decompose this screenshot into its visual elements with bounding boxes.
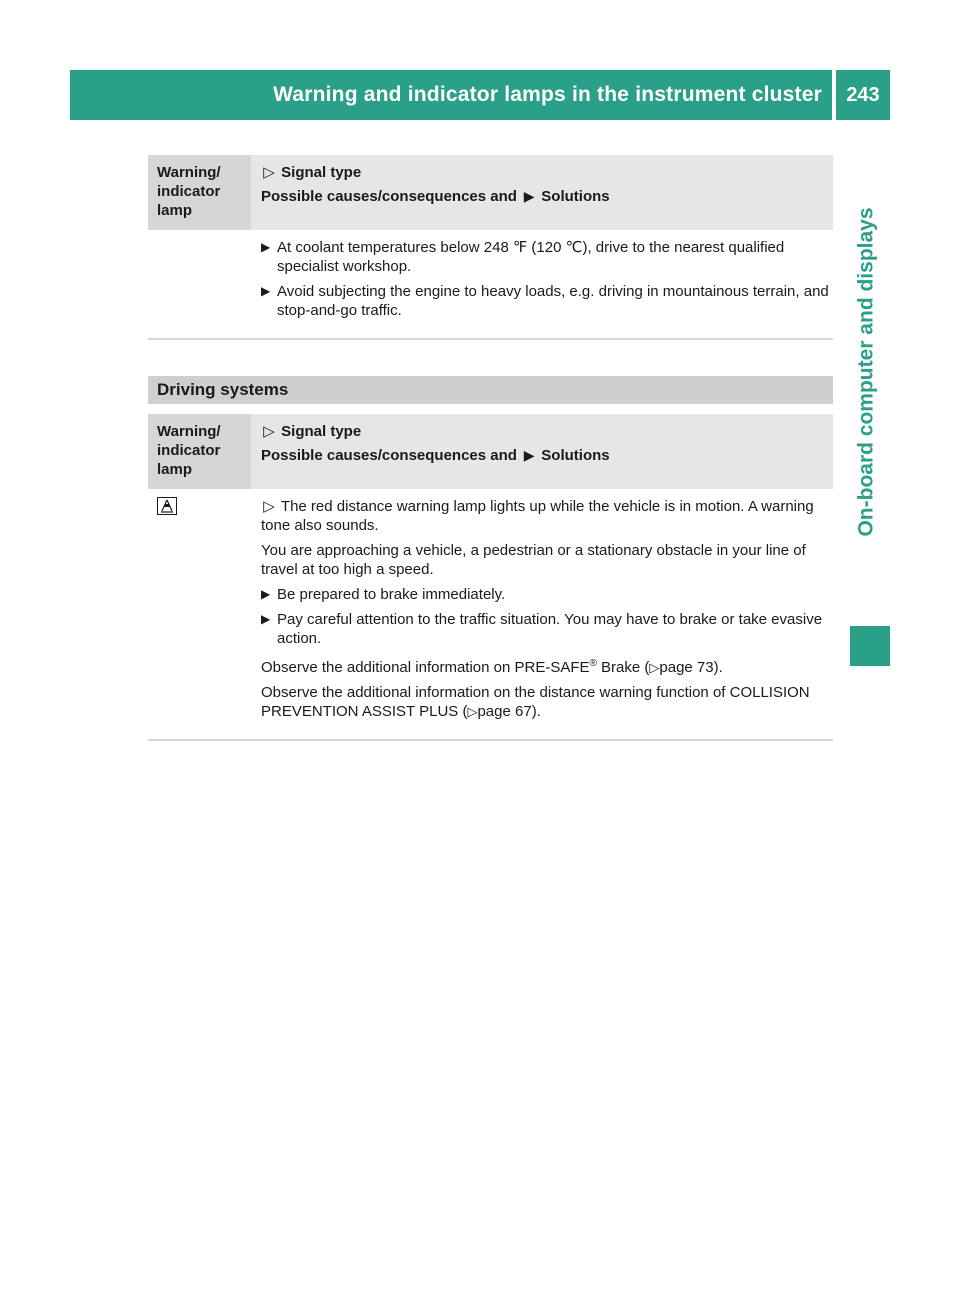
chapter-title: On-board computer and displays — [855, 207, 878, 537]
table-row — [148, 230, 833, 340]
header-text: Signal type — [281, 164, 362, 181]
lamp-cell — [148, 230, 251, 338]
solution-arrow-icon: ▶ — [523, 447, 535, 463]
header-text: indicator — [157, 183, 221, 200]
page-header-title: Warning and indicator lamps in the instrument cluster — [273, 83, 822, 106]
lamp-column-header — [148, 155, 251, 230]
table-row — [148, 489, 833, 741]
lamp-column-header — [148, 414, 251, 489]
chapter-tab — [844, 130, 890, 614]
header-text: Signal type — [281, 423, 362, 440]
page-header — [70, 70, 832, 120]
page-ref-icon: ▷ — [649, 660, 660, 675]
list-item — [261, 238, 833, 276]
signal-description: The red distance warning lamp lights up while the vehicle is in motion. A warning tone also sounds. — [261, 498, 814, 534]
note-presafe — [261, 654, 833, 677]
section-title — [148, 376, 833, 404]
note-collision — [261, 683, 833, 721]
page-ref-link[interactable]: page 67 — [477, 703, 532, 720]
list-item-text: Be prepared to brake immediately. — [277, 586, 506, 603]
note-text: Brake ( — [596, 659, 650, 676]
note-text: ). — [713, 659, 723, 676]
solution-arrow-icon: ▶ — [261, 284, 271, 298]
page-number: 243 — [846, 83, 880, 106]
solution-arrow-icon: ▶ — [261, 587, 271, 601]
list-item-text: Avoid subjecting the engine to heavy loads, e.g. driving in mountainous terrain, and stop-and-go traffic. — [277, 283, 829, 319]
header-text: Solutions — [541, 188, 610, 205]
page-ref-link[interactable]: page 73 — [659, 659, 714, 676]
header-text: Possible causes/consequences and — [261, 447, 517, 464]
description-cell — [251, 230, 833, 338]
lamp-cell — [148, 489, 251, 739]
signal-column-header — [251, 155, 833, 230]
note-text: ). — [531, 703, 541, 720]
signal-type-icon: ▷ — [263, 423, 275, 440]
list-item — [261, 610, 833, 648]
signal-type-icon: ▷ — [263, 498, 275, 515]
note-text: Observe the additional information on the distance warning function of COLLISION PREVENTION ASSIST PLUS ( — [261, 684, 810, 720]
note-text: Observe the additional information on PRE-SAFE — [261, 659, 590, 676]
header-text: lamp — [157, 461, 193, 478]
list-item — [261, 585, 833, 604]
header-text: Possible causes/consequences and — [261, 188, 517, 205]
solution-arrow-icon: ▶ — [261, 240, 271, 254]
chapter-marker — [850, 626, 890, 666]
header-text: Warning/ — [157, 423, 221, 440]
header-text: lamp — [157, 202, 193, 219]
section-title-text: Driving systems — [157, 380, 289, 399]
signal-column-header — [251, 414, 833, 489]
signal-type-icon: ▷ — [263, 164, 275, 181]
solution-arrow-icon: ▶ — [523, 188, 535, 204]
registered-mark: ® — [589, 658, 597, 669]
page-number-box — [836, 70, 890, 120]
page-ref-icon: ▷ — [467, 704, 478, 719]
list-item-text: Pay careful attention to the traffic situation. You may have to brake or take evasive action. — [277, 611, 823, 647]
list-item-text: At coolant temperatures below 248 ℉ (120 ℃), drive to the nearest qualified specialist workshop. — [277, 239, 785, 275]
table-header — [148, 155, 833, 230]
description-cell — [251, 489, 833, 739]
header-text: Solutions — [541, 447, 610, 464]
main-content — [148, 155, 833, 741]
header-text: indicator — [157, 442, 221, 459]
list-item — [261, 282, 833, 320]
header-text: Warning/ — [157, 164, 221, 181]
table-header — [148, 414, 833, 489]
distance-warning-lamp-icon — [157, 497, 177, 515]
cause-description: You are approaching a vehicle, a pedestrian or a stationary obstacle in your line of travel at too high a speed. — [261, 542, 806, 578]
solution-arrow-icon: ▶ — [261, 612, 271, 626]
